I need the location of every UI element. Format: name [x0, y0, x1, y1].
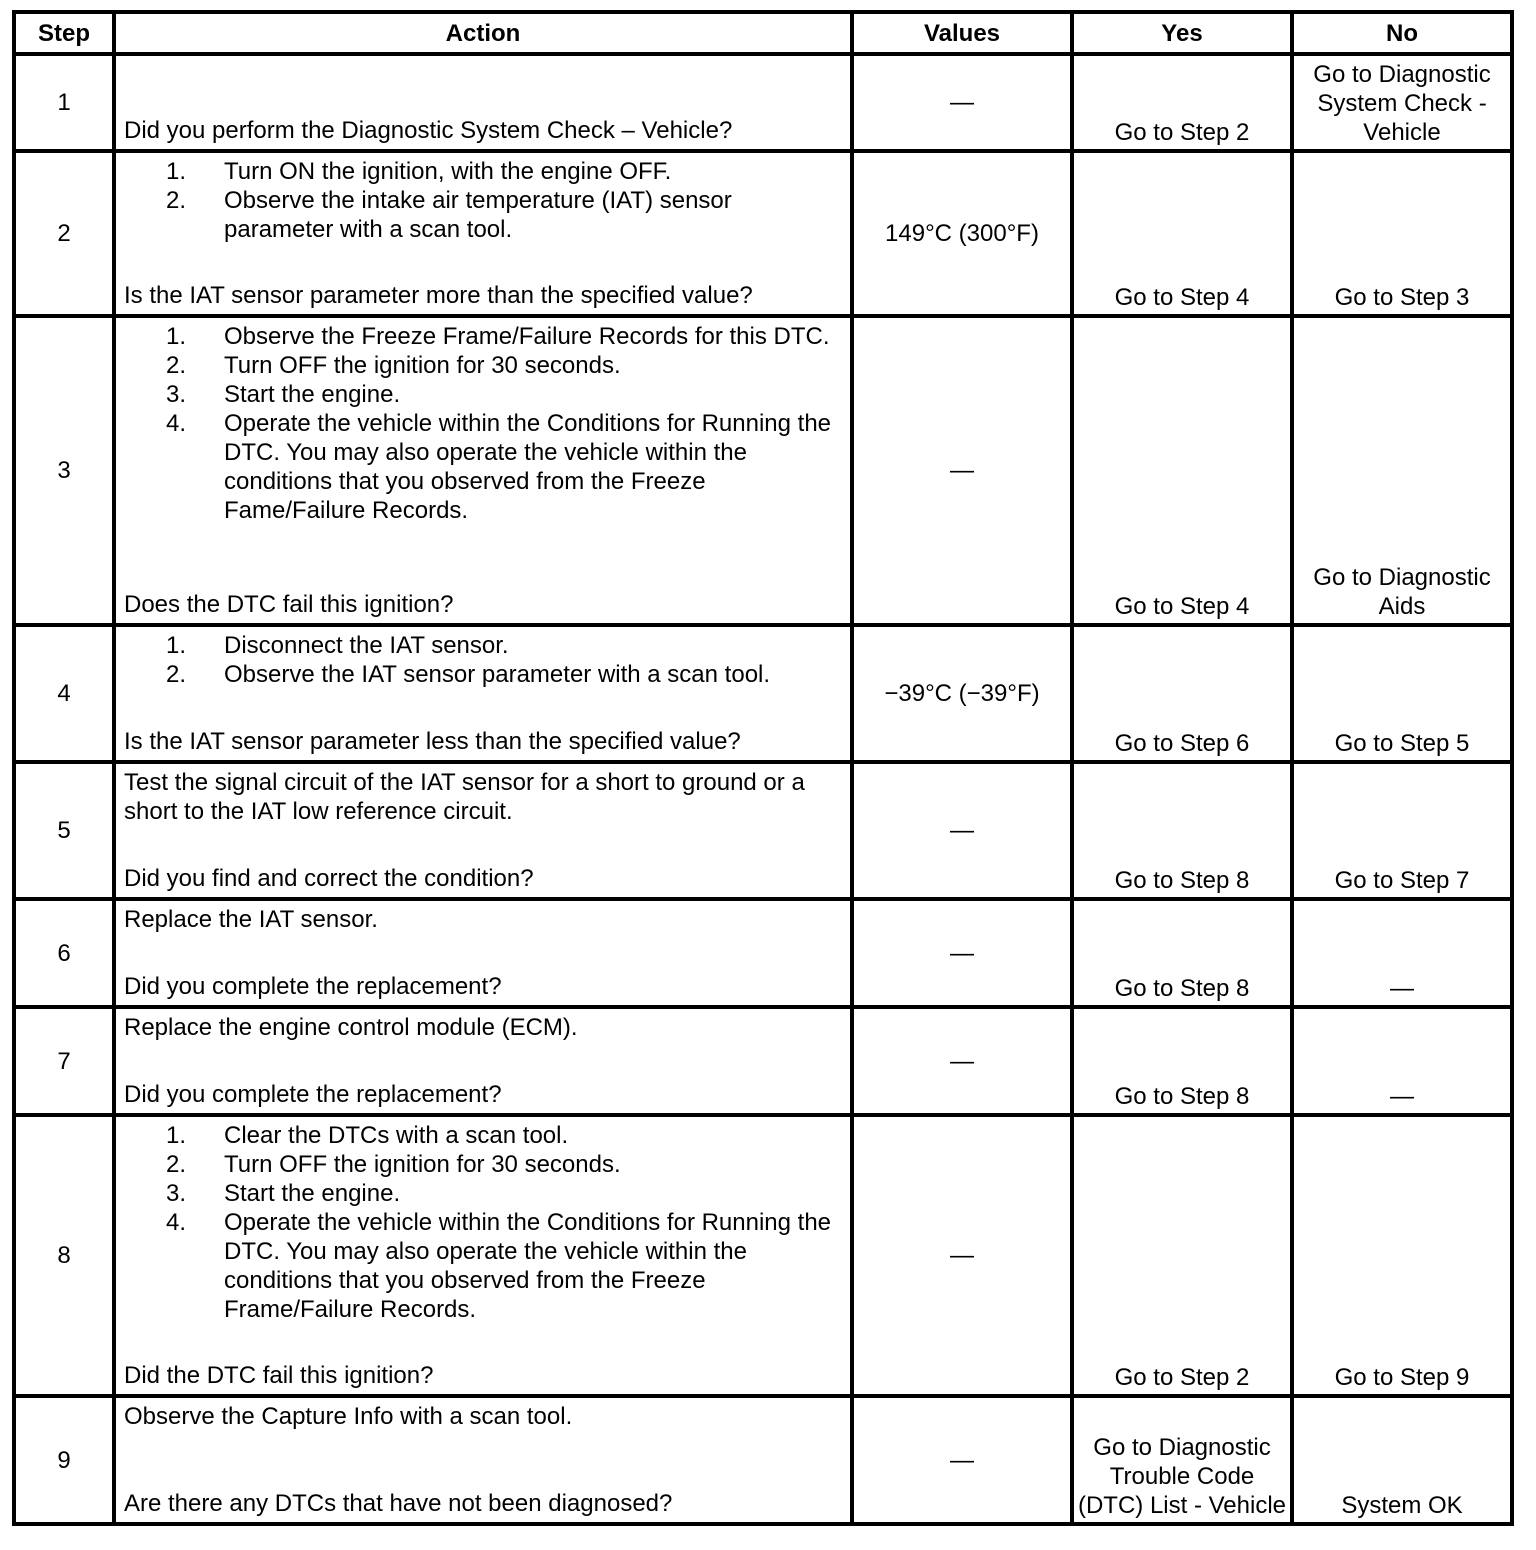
table-row	[14, 1396, 1512, 1524]
action-cell	[114, 1007, 852, 1115]
step-number-cell: 5	[14, 762, 114, 899]
header-yes: Yes	[1072, 12, 1292, 54]
instruction-item	[166, 1208, 842, 1324]
action-instructions	[124, 631, 842, 689]
instruction-text: Start the engine.	[224, 381, 401, 408]
action-content	[124, 905, 842, 1001]
action-content	[124, 768, 842, 893]
value-cell: −39°C (−39°F)	[852, 625, 1072, 762]
no-cell: —	[1292, 899, 1512, 1007]
yes-cell: Go to Step 2	[1072, 54, 1292, 151]
instruction-text: Operate the vehicle within the Conditions for Running the DTC. You may also operate the vehicle within the conditions that you observed from the Freeze Frame/Failure Records.	[224, 1209, 832, 1323]
action-cell	[114, 1115, 852, 1396]
action-text: Observe the Capture Info with a scan tool.	[124, 1403, 573, 1430]
instruction-item	[166, 351, 842, 380]
instruction-text: Clear the DTCs with a scan tool.	[224, 1122, 569, 1149]
instruction-item	[166, 157, 842, 186]
table-body	[14, 54, 1512, 1524]
value-cell: —	[852, 316, 1072, 625]
action-text: Replace the IAT sensor.	[124, 906, 378, 933]
value-cell: 149°C (300°F)	[852, 151, 1072, 316]
instruction-text: Operate the vehicle within the Conditions for Running the DTC. You may also operate the vehicle within the conditions that you observed from the Freeze Fame/Failure Records.	[224, 410, 832, 524]
value-cell: —	[852, 1007, 1072, 1115]
instruction-list	[166, 322, 842, 525]
instruction-item	[166, 631, 842, 660]
action-cell	[114, 54, 852, 151]
step-number-cell: 7	[14, 1007, 114, 1115]
action-question: Did you find and correct the condition?	[124, 865, 534, 892]
action-content	[124, 1013, 842, 1109]
table-row	[14, 151, 1512, 316]
action-content	[124, 60, 842, 145]
instruction-item	[166, 186, 842, 244]
no-cell: —	[1292, 1007, 1512, 1115]
value-cell: —	[852, 1396, 1072, 1524]
instruction-item	[166, 660, 842, 689]
table-row	[14, 1115, 1512, 1396]
header-step: Step	[14, 12, 114, 54]
header-row	[14, 12, 1512, 54]
action-cell	[114, 625, 852, 762]
step-number-cell: 8	[14, 1115, 114, 1396]
instruction-number: 4.	[166, 410, 187, 437]
instruction-text: Disconnect the IAT sensor.	[224, 632, 509, 659]
action-cell	[114, 1396, 852, 1524]
instruction-text: Turn OFF the ignition for 30 seconds.	[224, 352, 621, 379]
header-values: Values	[852, 12, 1072, 54]
no-cell: Go to Step 9	[1292, 1115, 1512, 1396]
action-question: Is the IAT sensor parameter more than the specified value?	[124, 282, 753, 309]
instruction-list	[166, 1121, 842, 1324]
action-cell	[114, 316, 852, 625]
instruction-number: 2.	[166, 352, 187, 379]
step-number-cell: 6	[14, 899, 114, 1007]
action-instructions	[124, 322, 842, 525]
instruction-text: Start the engine.	[224, 1180, 401, 1207]
yes-cell: Go to Step 8	[1072, 1007, 1292, 1115]
instruction-number: 1.	[166, 323, 187, 350]
instruction-item	[166, 1179, 842, 1208]
action-text: Replace the engine control module (ECM).	[124, 1014, 578, 1041]
action-question: Does the DTC fail this ignition?	[124, 591, 454, 618]
value-cell: —	[852, 54, 1072, 151]
yes-cell: Go to Step 4	[1072, 316, 1292, 625]
action-cell	[114, 762, 852, 899]
yes-cell: Go to Step 4	[1072, 151, 1292, 316]
no-cell: Go to Diagnostic Aids	[1292, 316, 1512, 625]
yes-cell: Go to Step 8	[1072, 762, 1292, 899]
yes-cell: Go to Step 2	[1072, 1115, 1292, 1396]
instruction-item	[166, 380, 842, 409]
step-number-cell: 2	[14, 151, 114, 316]
instruction-list	[166, 631, 842, 689]
yes-cell: Go to Diagnostic Trouble Code (DTC) List - Vehicle	[1072, 1396, 1292, 1524]
step-number-cell: 4	[14, 625, 114, 762]
no-cell: Go to Step 7	[1292, 762, 1512, 899]
table-row	[14, 625, 1512, 762]
no-cell: System OK	[1292, 1396, 1512, 1524]
action-content	[124, 322, 842, 619]
action-question: Is the IAT sensor parameter less than the specified value?	[124, 728, 741, 755]
instruction-number: 1.	[166, 632, 187, 659]
action-question: Did you perform the Diagnostic System Check – Vehicle?	[124, 117, 733, 144]
no-cell: Go to Step 5	[1292, 625, 1512, 762]
table-row	[14, 316, 1512, 625]
instruction-item	[166, 322, 842, 351]
no-cell: Go to Step 3	[1292, 151, 1512, 316]
instruction-number: 2.	[166, 1151, 187, 1178]
action-cell	[114, 899, 852, 1007]
action-content	[124, 1121, 842, 1390]
instruction-item	[166, 1121, 842, 1150]
table-row	[14, 762, 1512, 899]
value-cell: —	[852, 762, 1072, 899]
action-instructions	[124, 1013, 842, 1042]
action-question: Are there any DTCs that have not been diagnosed?	[124, 1490, 673, 1517]
action-question: Did the DTC fail this ignition?	[124, 1362, 434, 1389]
instruction-text: Observe the Freeze Frame/Failure Records for this DTC.	[224, 323, 830, 350]
instruction-text: Turn ON the ignition, with the engine OFF.	[224, 158, 672, 185]
instruction-number: 3.	[166, 1180, 187, 1207]
action-cell	[114, 151, 852, 316]
action-question: Did you complete the replacement?	[124, 973, 502, 1000]
table-row	[14, 54, 1512, 151]
action-instructions	[124, 157, 842, 244]
action-instructions	[124, 1121, 842, 1324]
instruction-number: 4.	[166, 1209, 187, 1236]
instruction-text: Turn OFF the ignition for 30 seconds.	[224, 1151, 621, 1178]
action-content	[124, 631, 842, 756]
action-instructions	[124, 768, 842, 826]
header-action: Action	[114, 12, 852, 54]
instruction-item	[166, 1150, 842, 1179]
instruction-number: 1.	[166, 1122, 187, 1149]
instruction-list	[166, 157, 842, 244]
instruction-item	[166, 409, 842, 525]
instruction-text: Observe the IAT sensor parameter with a scan tool.	[224, 661, 771, 688]
table-row	[14, 1007, 1512, 1115]
no-cell: Go to Diagnostic System Check - Vehicle	[1292, 54, 1512, 151]
value-cell: —	[852, 1115, 1072, 1396]
action-text: Test the signal circuit of the IAT sensor for a short to ground or a short to the IAT low reference circuit.	[124, 769, 805, 825]
table-row	[14, 899, 1512, 1007]
header-no: No	[1292, 12, 1512, 54]
action-instructions	[124, 1402, 842, 1431]
yes-cell: Go to Step 6	[1072, 625, 1292, 762]
step-number-cell: 9	[14, 1396, 114, 1524]
instruction-number: 2.	[166, 187, 187, 214]
step-number-cell: 1	[14, 54, 114, 151]
instruction-number: 3.	[166, 381, 187, 408]
action-question: Did you complete the replacement?	[124, 1081, 502, 1108]
diagnostic-table	[12, 10, 1514, 1526]
action-content	[124, 157, 842, 310]
value-cell: —	[852, 899, 1072, 1007]
action-content	[124, 1402, 842, 1518]
action-instructions	[124, 905, 842, 934]
step-number-cell: 3	[14, 316, 114, 625]
instruction-text: Observe the intake air temperature (IAT) sensor parameter with a scan tool.	[224, 187, 732, 243]
instruction-number: 1.	[166, 158, 187, 185]
yes-cell: Go to Step 8	[1072, 899, 1292, 1007]
instruction-number: 2.	[166, 661, 187, 688]
